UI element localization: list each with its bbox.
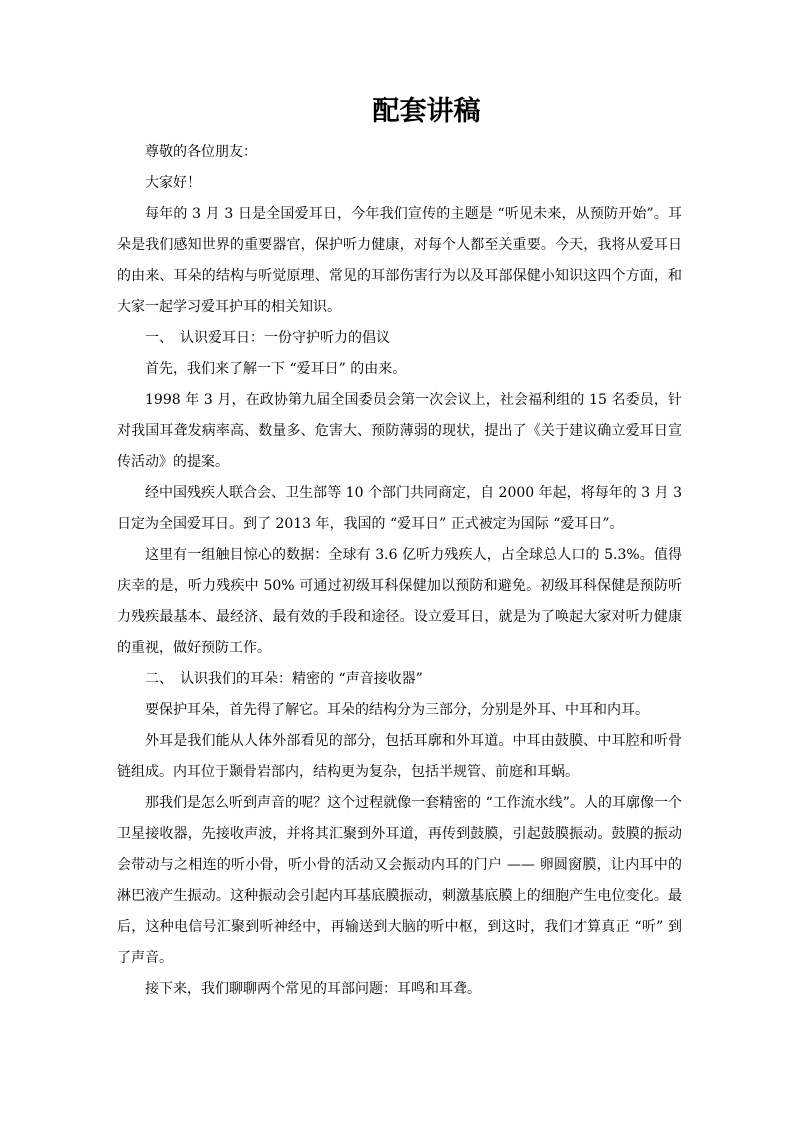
paragraph: 外耳是我们能从人体外部看见的部分，包括耳廓和外耳道。中耳由鼓膜、中耳腔和听骨链组成。内耳位于颞骨岩部内，结构更为复杂，包括半规管、前庭和耳蜗。 (117, 733, 682, 780)
paragraph: 那我们是怎么听到声音的呢？这个过程就像一套精密的 “工作流水线”。人的耳廓像一个卫星接收器，先接收声波，并将其汇聚到外耳道，再传到鼓膜，引起鼓膜振动。鼓膜的振动会带动与之相连的听小骨，听小骨的活动又会振动内耳的门户 —— 卵圆窗膜，让内耳中的淋巴液产生振动。这种振动会引起内耳基底膜振动，刺激基底膜上的细胞产生电位变化。最后，这种电信号汇聚到听神经中，再输送到大脑的听中枢，到这时，我们才算真正 “听” 到了声音。 (117, 795, 682, 966)
document-title: 配套讲稿 (372, 96, 481, 127)
paragraph: 这里有一组触目惊心的数据：全球有 3.6 亿听力残疾人，占全球总人口的 5.3%。值得庆幸的是，听力残疾中 50% 可通过初级耳科保健加以预防和避免。初级耳科保健是预防听力残疾最基本、最经济、最有效的手段和途径。设立爱耳日，就是为了唤起大家对听力健康的重视，做好预防工作。 (117, 547, 682, 656)
paragraph: 1998 年 3 月，在政协第九届全国委员会第一次会议上，社会福利组的 15 名委员，针对我国耳聋发病率高、数量多、危害大、预防薄弱的现状，提出了《关于建议确立爱耳日宣传活动》的提案。 (117, 392, 682, 470)
paragraph: 每年的 3 月 3 日是全国爱耳日，今年我们宣传的主题是 “听见未来，从预防开始”。耳朵是我们感知世界的重要器官，保护听力健康，对每个人都至关重要。今天，我将从爱耳日的由来、耳朵的结构与听觉原理、常见的耳部伤害行为以及耳部保健小知识这四个方面，和大家一起学习爱耳护耳的相关知识。 (117, 206, 682, 315)
document-content (117, 137, 682, 1005)
section-heading: 一、 认识爱耳日：一份守护听力的倡议 (145, 330, 390, 346)
paragraph: 首先，我们来了解一下 “爱耳日” 的由来。 (145, 361, 407, 377)
paragraph: 尊敬的各位朋友： (145, 144, 257, 160)
paragraph: 要保护耳朵，首先得了解它。耳朵的结构分为三部分，分别是外耳、中耳和内耳。 (145, 702, 649, 718)
paragraph: 接下来，我们聊聊两个常见的耳部问题：耳鸣和耳聋。 (145, 981, 481, 997)
paragraph: 大家好！ (145, 175, 201, 191)
paragraph: 经中国残疾人联合会、卫生部等 10 个部门共同商定，自 2000 年起，将每年的 3 月 3 日定为全国爱耳日。到了 2013 年，我国的 “爱耳日” 正式被定为国际 “爱耳日”。 (117, 485, 682, 532)
section-heading: 二、 认识我们的耳朵：精密的 “声音接收器” (145, 671, 423, 687)
